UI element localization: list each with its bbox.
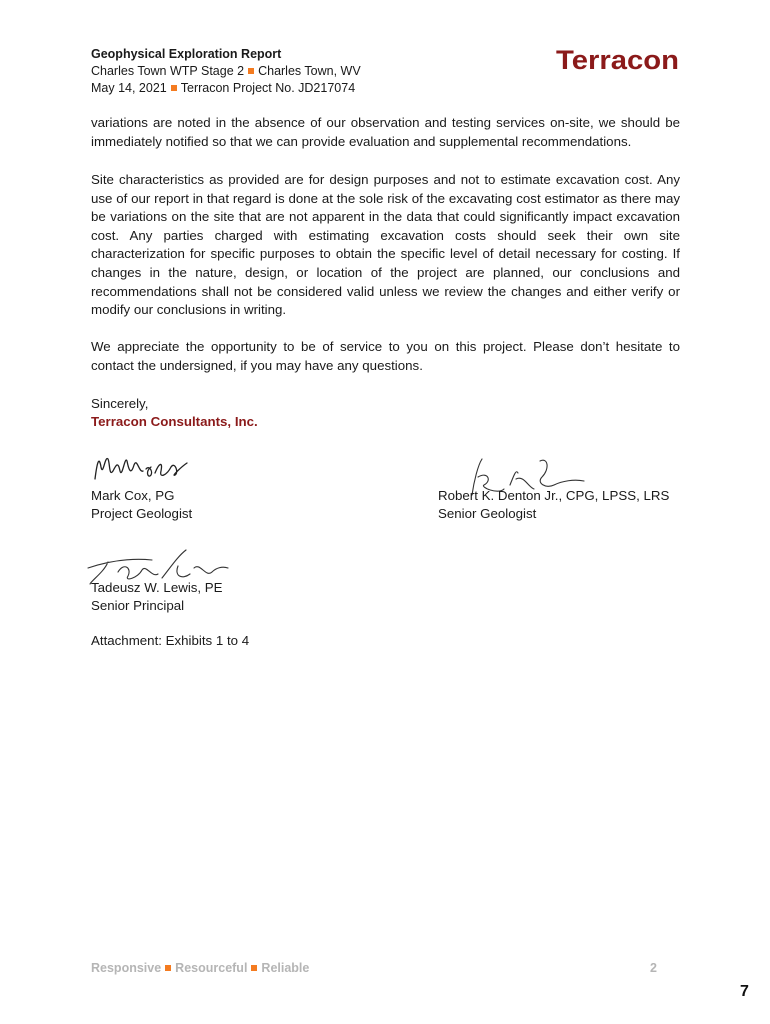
tagline-word: Reliable: [261, 961, 310, 975]
sheet-number: 7: [740, 983, 749, 1000]
orange-square-icon: [171, 85, 177, 91]
paragraph-continuation: variations are noted in the absence of our observation and testing services on-site, we should be immediately notified so that we can provide evaluation and supplemental recommendations.: [91, 115, 680, 149]
date-line: [91, 80, 355, 96]
signatory-name: Mark Cox, PG: [91, 488, 175, 503]
signatory-title: Senior Geologist: [438, 506, 537, 521]
orange-square-icon: [251, 965, 257, 971]
project-number: Terracon Project No. JD217074: [180, 81, 356, 95]
closing: Sincerely,: [91, 396, 149, 411]
report-title: Geophysical Exploration Report: [91, 47, 282, 61]
company-name: Terracon Consultants, Inc.: [91, 414, 258, 429]
project-line: [91, 63, 361, 79]
orange-square-icon: [248, 68, 254, 74]
signatory-title: Senior Principal: [91, 598, 185, 613]
signatory-title: Project Geologist: [91, 506, 193, 521]
report-date: May 14, 2021: [91, 81, 167, 95]
attachment-note: Attachment: Exhibits 1 to 4: [91, 633, 250, 648]
project-location: Charles Town, WV: [258, 64, 361, 78]
tagline-word: Resourceful: [175, 961, 248, 975]
paragraph-appreciation: We appreciate the opportunity to be of service to you on this project. Please don’t hesitate to contact the undersigned, if you may have any questions.: [91, 339, 680, 373]
signatory-name: Tadeusz W. Lewis, PE: [91, 580, 223, 595]
signatory-name: Robert K. Denton Jr., CPG, LPSS, LRS: [438, 488, 670, 503]
tagline-word: Responsive: [91, 961, 162, 975]
orange-square-icon: [165, 965, 171, 971]
terracon-logo: [556, 43, 680, 75]
project-name: Charles Town WTP Stage 2: [91, 64, 245, 78]
logo-text: Terracon: [556, 45, 679, 75]
footer-tagline: [91, 961, 309, 975]
paragraph-site-characteristics: Site characteristics as provided are for design purposes and not to estimate excavation cost. Any use of our report in that regard is done at the sole risk of the excavating cost estimator as there may be variations on the site that are not apparent in the data that could significantly impact excavation cost. Any parties charged with estimating excavation costs should seek their own site characterization for specific purposes to obtain the specific level of detail necessary for costing. If changes in the nature, design, or location of the project are planned, our conclusions and recommendations shall not be considered valid unless we review the changes and either verify or modify our conclusions in writing.: [91, 172, 680, 318]
signature-mark-cox: [91, 449, 191, 485]
page-number: 2: [650, 961, 657, 975]
